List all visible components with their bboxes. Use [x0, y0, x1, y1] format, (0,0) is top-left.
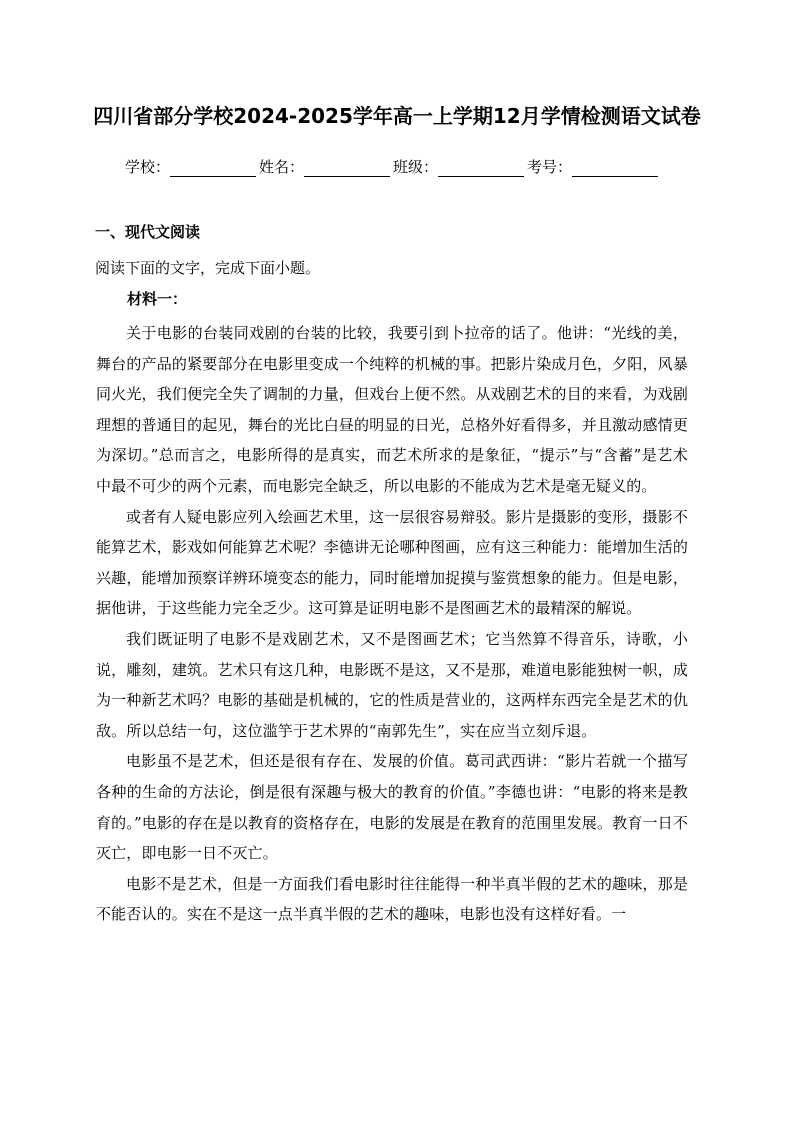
class-label: 班级：	[393, 158, 439, 176]
material-body	[96, 318, 688, 930]
paragraph: 或者有人疑电影应列入绘画艺术里，这一层很容易辩驳。影片是摄影的变形，摄影不能算艺术，影戏如何能算艺术呢？李德讲无论哪种图画，应有这三种能力：能增加生活的兴趣，能增加预察详辨环境变态的能力，同时能增加捉摸与鉴赏想象的能力。但是电影，据他讲，于这些能力完全乏少。这可算是证明电影不是图画艺术的最精深的解说。	[96, 507, 688, 618]
exam-number-label: 考号：	[527, 158, 573, 176]
school-field	[125, 157, 259, 177]
name-blank[interactable]	[304, 158, 390, 177]
class-blank[interactable]	[438, 158, 524, 177]
school-label: 学校：	[125, 158, 171, 176]
material-label: 材料一：	[127, 290, 188, 308]
paragraph: 电影虽不是艺术，但还是很有存在、发展的价值。葛司武西讲：“影片若就一个描写各种的生命的方法论，倒是很有深趣与极大的教育的价值。”李德也讲：“电影的将来是教育的。”电影的存在是以教育的资格存在，电影的发展是在教育的范围里发展。教育一日不灭亡，即电影一日不灭亡。	[96, 752, 688, 863]
exam-number-field	[527, 157, 661, 177]
class-field	[393, 157, 527, 177]
name-label: 姓名：	[259, 158, 305, 176]
reading-instruction: 阅读下面的文字，完成下面小题。	[95, 259, 321, 277]
paragraph: 电影不是艺术，但是一方面我们看电影时往往能得一种半真半假的艺术的趣味，那是不能否认的。实在不是这一点半真半假的艺术的趣味，电影也没有这样好看。一	[96, 874, 688, 924]
exam-number-blank[interactable]	[572, 158, 658, 177]
name-field	[259, 157, 393, 177]
student-info-row	[125, 151, 685, 177]
school-blank[interactable]	[170, 158, 256, 177]
section-heading: 一、现代文阅读	[95, 223, 201, 241]
paragraph: 我们既证明了电影不是戏剧艺术，又不是图画艺术；它当然算不得音乐，诗歌，小说，雕刻，建筑。艺术只有这几种，电影既不是这，又不是那，难道电影能独树一帜，成为一种新艺术吗？电影的基础是机械的，它的性质是营业的，这两样东西完全是艺术的仇敌。所以总结一句，这位滥竽于艺术界的“南郭先生”，实在应当立刻斥退。	[96, 629, 688, 740]
exam-title: 四川省部分学校2024-2025学年高一上学期12月学情检测语文试卷	[93, 104, 701, 128]
paragraph: 关于电影的台装同戏剧的台装的比较，我要引到卜拉帝的话了。他讲：“光线的美，舞台的产品的紧要部分在电影里变成一个纯粹的机械的事。把影片染成月色，夕阳，风暴同火光，我们便完全失了调制的力量，但戏台上便不然。从戏剧艺术的目的来看，为戏剧理想的普通目的起见，舞台的光比白昼的明显的日光，总格外好看得多，并且激动感情更为深切。”总而言之，电影所得的是真实，而艺术所求的是象征，“提示”与“含蓄”是艺术中最不可少的两个元素，而电影完全缺乏，所以电影的不能成为艺术是毫无疑义的。	[96, 324, 688, 495]
